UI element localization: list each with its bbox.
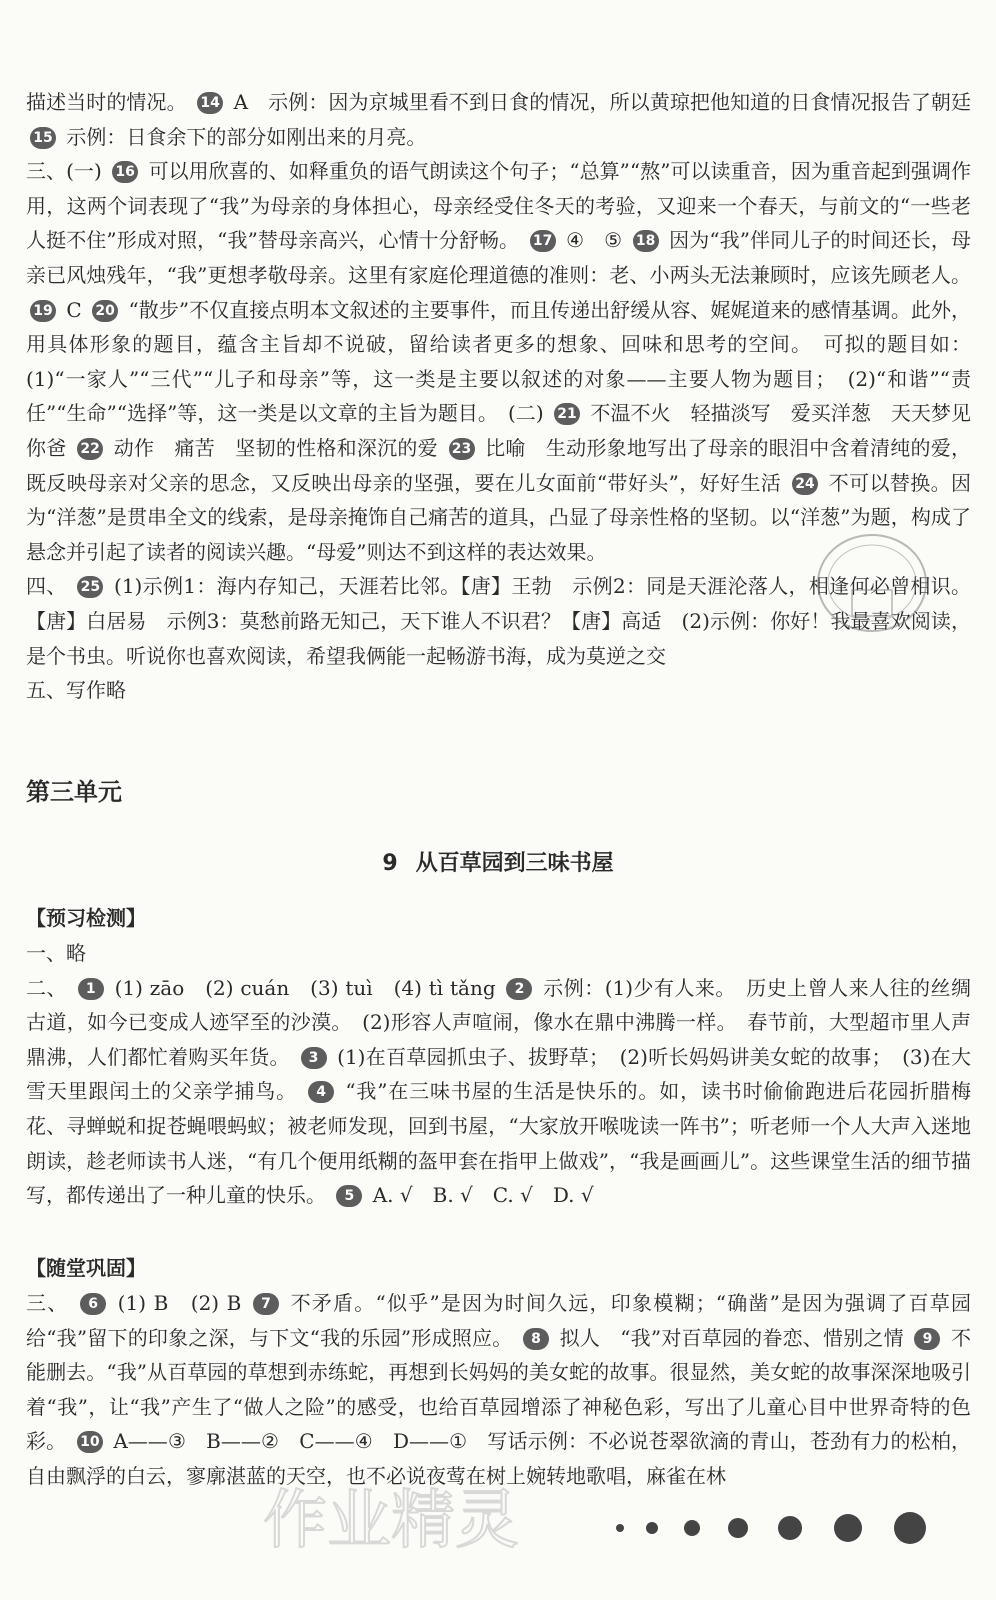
answer-text: 不矛盾。“似乎”是因为时间久远，印象模糊；“确凿”是因为强调了百草园给“我”留下的印象之深，与下文“我的乐园”形成照应。 [26,1291,972,1350]
watermark-logo [255,1472,545,1562]
section-heading-practice: 【随堂巩固】 [26,1256,146,1280]
question-number-badge: 2 [506,978,532,1000]
section-label: 三、(一) [26,159,102,184]
answer-text: 因为“我”伴同儿子的时间还长，母亲已风烛残年，“我”更想孝敬母亲。这里有家庭伦理道德的准则：老、小两头无法兼顾时，应该先顾老人。 [26,228,971,287]
answer-text: 拟人 “我”对百草园的眷恋、惜别之情 [559,1325,904,1350]
answer-text: A. √ B. √ C. √ D. √ [372,1183,594,1208]
section-label: 二、 [26,975,67,1000]
question-number-badge: 22 [77,438,103,460]
answer-text: (1) B (2) B [117,1291,242,1315]
question-number-badge: 21 [554,403,580,425]
question-number-badge: 14 [197,92,223,114]
answer-paragraph [26,971,971,1213]
unit-title: 第三单元 [26,778,122,806]
page-footer-dots [610,1500,970,1550]
section-label: 三、 [26,1291,69,1315]
lesson-number: 9 [382,851,398,876]
answer-paragraph: 五、写作略 [26,678,126,703]
question-number-badge: 5 [336,1185,362,1207]
answer-text: C [66,297,82,322]
question-number-badge: 6 [80,1293,106,1315]
answer-paragraph [26,154,971,569]
answer-paragraph: 一、略 [26,941,86,965]
question-number-badge: 23 [449,438,475,460]
question-number-badge: 15 [30,127,56,149]
answer-text: 不温不火 轻描淡写 爱买洋葱 天天梦见你爸 [26,401,971,460]
answer-text: 不能删去。“我”从百草园的草想到赤练蛇，再想到长妈妈的美女蛇的故事。很显然，美女蛇的故事深深地吸引着“我”，让“我”产生了“做人之险”的感受，也给百草园增添了神秘色彩，写出了儿童心目中世界奇特的色彩。 [26,1325,972,1454]
answer-text: 示例：(1)少有人来。 历史上曾人来人往的丝绸古道，如今已变成人迹罕至的沙漠。 (2)形容人声喧闹，像水在鼎中沸腾一样。 春节前，大型超市里人声鼎沸，人们都忙着购买年货。 [26,975,971,1069]
answer-text: A——③ B——② C——④ D——① 写话示例：不必说苍翠欲滴的青山，苍劲有力的松柏，自由飘浮的白云，寥廓湛蓝的天空，也不必说夜莺在树上婉转地歌唱，麻雀在林 [26,1429,971,1488]
answer-text: 动作 痛苦 坚韧的性格和深沉的爱 [113,435,438,460]
answer-text: 不可以替换。因为“洋葱”是贯串全文的线索，是母亲掩饰自己痛苦的道具，凸显了母亲性格的坚韧。以“洋葱”为题，构成了悬念并引起了读者的阅读兴趣。“母爱”则达不到这样的表达效果。 [26,470,972,564]
seal-stamp-icon [812,528,932,638]
answer-text: 比喻 生动形象地写出了母亲的眼泪中含着清纯的爱，既反映母亲对父亲的思念，又反映出母亲的坚强，要在儿女面前“带好头”，好好生活 [26,435,972,495]
lesson-name: 从百草园到三味书屋 [415,851,614,876]
answer-text: (1)在百草园抓虫子、拔野草； (2)听长妈妈讲美女蛇的故事； (3)在大雪天里跟闰土的父亲学捕鸟。 [26,1044,972,1104]
question-number-badge: 19 [30,300,56,322]
question-number-badge: 10 [77,1431,103,1453]
question-number-badge: 4 [308,1081,334,1103]
answer-paragraph [26,1286,971,1494]
answer-text: ④ ⑤ [566,228,623,253]
answer-block-practice [26,1286,971,1494]
answer-text: (1) zāo (2) cuán (3) tuì (4) tì tǎng [114,975,496,1000]
answer-text: 描述当时的情况。 [26,90,187,114]
question-number-badge: 24 [792,473,818,495]
lesson-title [0,846,996,877]
question-number-badge: 25 [77,576,103,598]
question-number-badge: 8 [523,1328,549,1350]
question-number-badge: 1 [78,978,104,1000]
answer-text: (1)示例1：海内存知己，天涯若比邻。【唐】王勃 示例2：同是天涯沦落人，相逢何必曾相识。【唐】白居易 示例3：莫愁前路无知己，天下谁人不识君？【唐】高适 (2)示例：你好！我最喜欢阅读，是个书虫。听说你也喜欢阅读，希望我俩能一起畅游书海，成为莫逆之交 [26,574,972,668]
section-heading-preview: 【预习检测】 [26,906,146,930]
question-number-badge: 7 [253,1293,279,1315]
answer-block-preview [26,936,971,1213]
answer-text: 示例：日食余下的部分如刚出来的月亮。 [66,124,427,149]
answer-text: A 示例：因为京城里看不到日食的情况，所以黄琼把他知道的日食情况报告了朝廷 [233,90,972,114]
question-number-badge: 18 [633,230,659,252]
question-number-badge: 3 [301,1047,327,1069]
answer-text: “散步”不仅直接点明本文叙述的主要事件，而且传递出舒缓从容、娓娓道来的感情基调。此外，用具体形象的题目，蕴含主旨却不说破，留给读者更多的想象、回味和思考的空间。 可拟的题目如：(1)“一家人”“三代”“儿子和母亲”等，这一类是主要以叙述的对象——主要人物为题目； (2)“和谐”“责任”“生命”“选择”等，这一类是以文章的主旨为题目。 (二) [26,297,971,426]
answer-paragraph [26,85,971,154]
question-number-badge: 20 [92,300,118,322]
question-number-badge: 17 [530,230,556,252]
question-number-badge: 9 [914,1328,940,1350]
section-label: 四、 [26,574,67,599]
answer-text: “我”在三味书屋的生活是快乐的。如，读书时偷偷跑进后花园折腊梅花、寻蝉蜕和捉苍蝇喂蚂蚁；被老师发现，回到书屋，“大家放开喉咙读一阵书”；听老师一个人大声入迷地朗读，趁老师读书人迷，“有几个便用纸糊的盔甲套在指甲上做戏”，“我是画画儿”。这些课堂生活的细节描写，都传递出了一种儿童的快乐。 [26,1079,972,1208]
answer-text: 可以用欣喜的、如释重负的语气朗读这个句子；“总算”“熬”可以读重音，因为重音起到强调作用，这两个词表现了“我”为母亲的身体担心，母亲经受住冬天的考验，又迎来一个春天，与前文的“一些老人挺不住”形成对照，“我”替母亲高兴，心情十分舒畅。 [26,159,972,253]
question-number-badge: 16 [112,161,138,183]
svg-text:作业精灵: 作业精灵 [263,1484,519,1558]
